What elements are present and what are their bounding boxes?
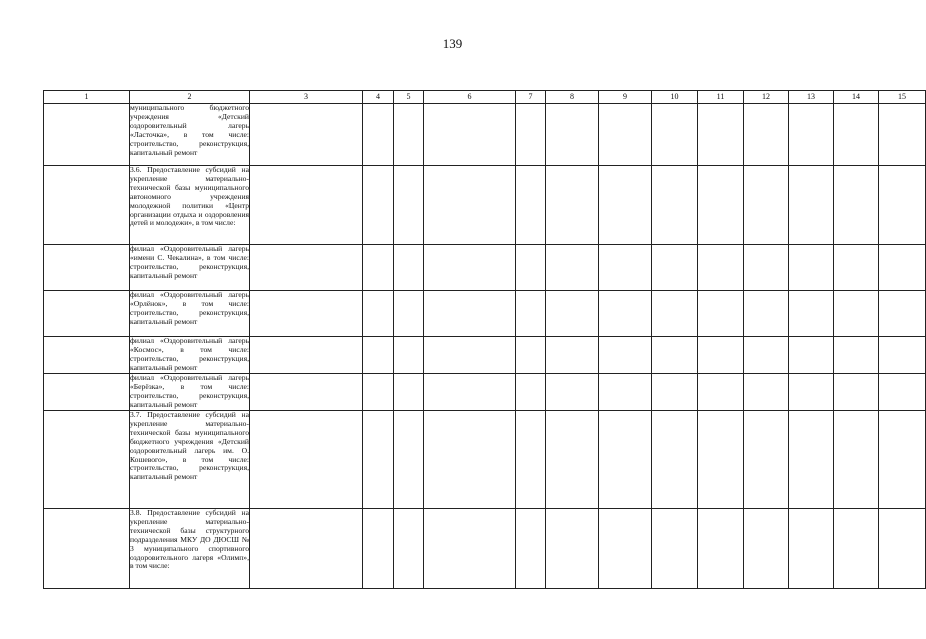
empty-cell bbox=[652, 509, 698, 589]
empty-cell bbox=[652, 166, 698, 245]
empty-cell bbox=[546, 509, 599, 589]
empty-cell bbox=[424, 509, 516, 589]
column-header-12: 12 bbox=[744, 91, 789, 104]
table-row bbox=[44, 411, 926, 509]
empty-cell bbox=[250, 374, 363, 411]
empty-cell bbox=[394, 509, 424, 589]
column-header-2: 2 bbox=[130, 91, 250, 104]
empty-cell bbox=[44, 104, 130, 166]
empty-cell bbox=[789, 337, 834, 374]
column-header-13: 13 bbox=[789, 91, 834, 104]
empty-cell bbox=[599, 291, 652, 337]
empty-cell bbox=[599, 374, 652, 411]
row-description bbox=[130, 337, 250, 374]
row-description bbox=[130, 291, 250, 337]
empty-cell bbox=[599, 245, 652, 291]
row-description bbox=[130, 166, 250, 245]
empty-cell bbox=[744, 411, 789, 509]
empty-cell bbox=[789, 291, 834, 337]
column-header-6: 6 bbox=[424, 91, 516, 104]
column-header-9: 9 bbox=[599, 91, 652, 104]
empty-cell bbox=[44, 337, 130, 374]
row-description-text: филиал «Оздоровительный лагерь «имени С. Чекалина», в том числе: строительство, реконструкция, капитальный ремонт bbox=[130, 244, 249, 280]
empty-cell bbox=[394, 374, 424, 411]
column-header-10: 10 bbox=[652, 91, 698, 104]
empty-cell bbox=[652, 374, 698, 411]
empty-cell bbox=[424, 374, 516, 411]
empty-cell bbox=[250, 166, 363, 245]
empty-cell bbox=[879, 337, 926, 374]
empty-cell bbox=[546, 104, 599, 166]
empty-cell bbox=[363, 337, 394, 374]
empty-cell bbox=[363, 374, 394, 411]
empty-cell bbox=[789, 166, 834, 245]
empty-cell bbox=[789, 411, 834, 509]
empty-cell bbox=[44, 166, 130, 245]
empty-cell bbox=[363, 166, 394, 245]
column-header-5: 5 bbox=[394, 91, 424, 104]
empty-cell bbox=[44, 374, 130, 411]
table-row bbox=[44, 104, 926, 166]
empty-cell bbox=[394, 166, 424, 245]
empty-cell bbox=[698, 411, 744, 509]
empty-cell bbox=[424, 166, 516, 245]
empty-cell bbox=[394, 337, 424, 374]
empty-cell bbox=[879, 291, 926, 337]
empty-cell bbox=[879, 104, 926, 166]
empty-cell bbox=[363, 509, 394, 589]
column-header-14: 14 bbox=[834, 91, 879, 104]
empty-cell bbox=[789, 509, 834, 589]
row-description bbox=[130, 411, 250, 509]
empty-cell bbox=[516, 337, 546, 374]
empty-cell bbox=[44, 411, 130, 509]
empty-cell bbox=[546, 245, 599, 291]
column-header-4: 4 bbox=[363, 91, 394, 104]
page-number: 139 bbox=[442, 36, 463, 51]
empty-cell bbox=[652, 411, 698, 509]
empty-cell bbox=[744, 374, 789, 411]
empty-cell bbox=[698, 291, 744, 337]
empty-cell bbox=[516, 509, 546, 589]
table-row bbox=[44, 374, 926, 411]
row-description bbox=[130, 104, 250, 166]
row-description-text: 3.6. Предоставление субсидий на укрепление материально-технической базы муниципального автономного учреждения молодежной политики «Центр организации отдыха и оздоровления детей и молодежи», в том числе: bbox=[130, 165, 249, 228]
column-header-1: 1 bbox=[44, 91, 130, 104]
row-description bbox=[130, 374, 250, 411]
empty-cell bbox=[879, 374, 926, 411]
table-row bbox=[44, 337, 926, 374]
empty-cell bbox=[789, 374, 834, 411]
empty-cell bbox=[394, 104, 424, 166]
empty-cell bbox=[516, 104, 546, 166]
empty-cell bbox=[394, 245, 424, 291]
empty-cell bbox=[744, 104, 789, 166]
empty-cell bbox=[698, 374, 744, 411]
row-description bbox=[130, 245, 250, 291]
empty-cell bbox=[424, 337, 516, 374]
empty-cell bbox=[44, 291, 130, 337]
row-description bbox=[130, 509, 250, 589]
empty-cell bbox=[879, 509, 926, 589]
column-number-row bbox=[44, 91, 926, 104]
empty-cell bbox=[516, 411, 546, 509]
column-header-15: 15 bbox=[879, 91, 926, 104]
empty-cell bbox=[516, 291, 546, 337]
empty-cell bbox=[394, 291, 424, 337]
empty-cell bbox=[424, 104, 516, 166]
empty-cell bbox=[599, 104, 652, 166]
empty-cell bbox=[516, 374, 546, 411]
empty-cell bbox=[250, 411, 363, 509]
empty-cell bbox=[250, 291, 363, 337]
empty-cell bbox=[424, 245, 516, 291]
empty-cell bbox=[698, 245, 744, 291]
empty-cell bbox=[652, 337, 698, 374]
empty-cell bbox=[599, 509, 652, 589]
table-row bbox=[44, 509, 926, 589]
empty-cell bbox=[363, 245, 394, 291]
empty-cell bbox=[652, 291, 698, 337]
table-row bbox=[44, 291, 926, 337]
empty-cell bbox=[250, 104, 363, 166]
empty-cell bbox=[599, 411, 652, 509]
empty-cell bbox=[834, 166, 879, 245]
empty-cell bbox=[599, 337, 652, 374]
column-header-11: 11 bbox=[698, 91, 744, 104]
empty-cell bbox=[546, 374, 599, 411]
column-header-7: 7 bbox=[516, 91, 546, 104]
empty-cell bbox=[834, 291, 879, 337]
empty-cell bbox=[834, 509, 879, 589]
empty-cell bbox=[879, 245, 926, 291]
empty-cell bbox=[652, 245, 698, 291]
empty-cell bbox=[789, 245, 834, 291]
empty-cell bbox=[834, 104, 879, 166]
empty-cell bbox=[363, 411, 394, 509]
empty-cell bbox=[44, 245, 130, 291]
row-description-text: 3.8. Предоставление субсидий на укрепление материально-технической базы структурного подразделения МКУ ДО ДЮСШ № 3 муниципального спортивного оздоровительного лагеря «Олимп», в том числе: bbox=[130, 508, 249, 571]
empty-cell bbox=[424, 291, 516, 337]
empty-cell bbox=[516, 166, 546, 245]
empty-cell bbox=[516, 245, 546, 291]
empty-cell bbox=[789, 104, 834, 166]
row-description-text: филиал «Оздоровительный лагерь «Космос», в том числе: строительство, реконструкция, капитальный ремонт bbox=[130, 336, 249, 372]
empty-cell bbox=[424, 411, 516, 509]
empty-cell bbox=[652, 104, 698, 166]
empty-cell bbox=[744, 337, 789, 374]
empty-cell bbox=[744, 291, 789, 337]
empty-cell bbox=[879, 166, 926, 245]
empty-cell bbox=[599, 166, 652, 245]
column-header-3: 3 bbox=[250, 91, 363, 104]
empty-cell bbox=[834, 411, 879, 509]
empty-cell bbox=[363, 104, 394, 166]
empty-cell bbox=[546, 166, 599, 245]
row-description-text: филиал «Оздоровительный лагерь «Берёзка», в том числе: строительство, реконструкция, капитальный ремонт bbox=[130, 373, 249, 409]
empty-cell bbox=[698, 337, 744, 374]
empty-cell bbox=[250, 337, 363, 374]
budget-table bbox=[43, 90, 926, 589]
table-row bbox=[44, 166, 926, 245]
empty-cell bbox=[44, 509, 130, 589]
empty-cell bbox=[250, 245, 363, 291]
empty-cell bbox=[879, 411, 926, 509]
empty-cell bbox=[834, 245, 879, 291]
empty-cell bbox=[698, 166, 744, 245]
empty-cell bbox=[250, 509, 363, 589]
empty-cell bbox=[744, 509, 789, 589]
empty-cell bbox=[698, 509, 744, 589]
empty-cell bbox=[546, 337, 599, 374]
empty-cell bbox=[546, 291, 599, 337]
empty-cell bbox=[834, 374, 879, 411]
row-description-text: 3.7. Предоставление субсидий на укрепление материально-технической базы муниципального бюджетного учреждения «Детский оздоровительный лагерь им. О. Кошевого», в том числе: строительство, реконструкция, капитальный ремонт bbox=[130, 410, 249, 482]
empty-cell bbox=[363, 291, 394, 337]
empty-cell bbox=[834, 337, 879, 374]
table-row bbox=[44, 245, 926, 291]
empty-cell bbox=[394, 411, 424, 509]
column-header-8: 8 bbox=[546, 91, 599, 104]
empty-cell bbox=[698, 104, 744, 166]
row-description-text: филиал «Оздоровительный лагерь «Орлёнок», в том числе: строительство, реконструкция, капитальный ремонт bbox=[130, 290, 249, 326]
empty-cell bbox=[744, 166, 789, 245]
empty-cell bbox=[744, 245, 789, 291]
empty-cell bbox=[546, 411, 599, 509]
row-description-text: муниципального бюджетного учреждения «Детский оздоровительный лагерь «Ласточка», в том числе: строительство, реконструкция, капитальный ремонт bbox=[130, 103, 249, 157]
